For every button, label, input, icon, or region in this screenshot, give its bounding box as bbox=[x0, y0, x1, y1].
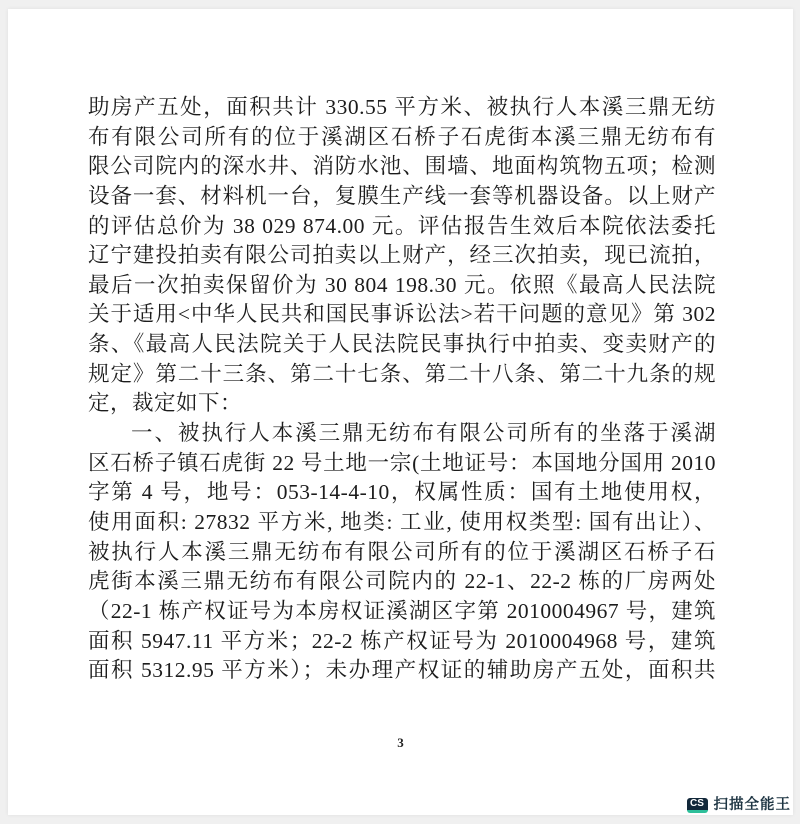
text-line: 面积 5947.11 平方米；22-2 栋产权证号为 2010004968 号，建筑 bbox=[88, 628, 716, 653]
text-line: 设备一套、材料机一台，复膜生产线一套等机器设备。以上财产 bbox=[88, 183, 716, 208]
page-number: 3 bbox=[397, 735, 404, 750]
camscanner-label: 扫描全能王 bbox=[713, 797, 791, 813]
text-line: 规定》第二十三条、第二十七条、第二十八条、第二十九条的规 bbox=[88, 361, 716, 386]
text-line: （22-1 栋产权证号为本房权证溪湖区字第 2010004967 号，建筑 bbox=[88, 598, 716, 623]
text-line: 辽宁建投拍卖有限公司拍卖以上财产，经三次拍卖，现已流拍， bbox=[88, 243, 716, 268]
document-page bbox=[8, 9, 793, 815]
camscanner-cs-icon: CS bbox=[687, 798, 708, 813]
text-line: 定，裁定如下： bbox=[88, 391, 243, 416]
text-line: 关于适用<中华人民共和国民事诉讼法>若干问题的意见》第 302 bbox=[88, 302, 716, 327]
text-line: 使用面积: 27832 平方米, 地类: 工业, 使用权类型: 国有出让）、 bbox=[88, 509, 716, 534]
text-line: 最后一次拍卖保留价为 30 804 198.30 元。依照《最高人民法院 bbox=[88, 272, 716, 297]
text-line: 的评估总价为 38 029 874.00 元。评估报告生效后本院依法委托 bbox=[88, 213, 716, 238]
text-line: 助房产五处，面积共计 330.55 平方米、被执行人本溪三鼎无纺 bbox=[88, 95, 716, 119]
text-line: 被执行人本溪三鼎无纺布有限公司所有的位于溪湖区石桥子石 bbox=[88, 539, 716, 564]
text-line: 虎街本溪三鼎无纺布有限公司院内的 22-1、22-2 栋的厂房两处 bbox=[88, 569, 716, 594]
document-text-block bbox=[88, 93, 716, 686]
camscanner-watermark bbox=[687, 797, 792, 813]
text-line: 区石桥子镇石虎街 22 号土地一宗(土地证号：本国地分国用 2010 bbox=[88, 450, 716, 475]
text-line: 面积 5312.95 平方米）；未办理产权证的辅助房产五处，面积共 bbox=[88, 658, 716, 683]
text-line: 限公司院内的深水井、消防水池、围墙、地面构筑物五项；检测 bbox=[88, 154, 716, 179]
text-line: 一、被执行人本溪三鼎无纺布有限公司所有的坐落于溪湖 bbox=[131, 421, 716, 446]
text-line: 字第 4 号，地号：053-14-4-10，权属性质：国有土地使用权， bbox=[88, 480, 716, 505]
text-line: 条、《最高人民法院关于人民法院民事执行中拍卖、变卖财产的 bbox=[88, 332, 716, 357]
text-line: 布有限公司所有的位于溪湖区石桥子石虎街本溪三鼎无纺布有 bbox=[88, 124, 716, 149]
